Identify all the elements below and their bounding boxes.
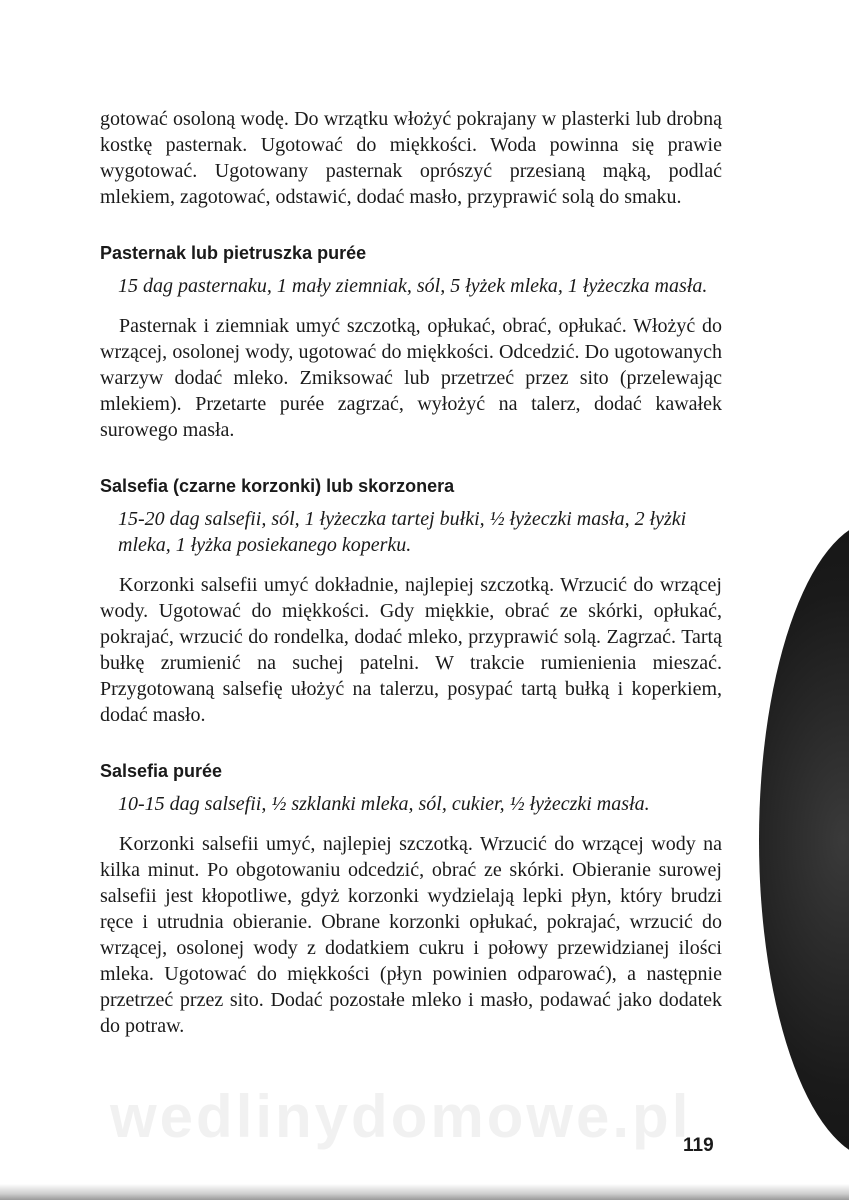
recipe-title: Pasternak lub pietruszka purée [100, 243, 367, 263]
recipe-instructions: Korzonki salsefii umyć dokładnie, najlepiej szczotką. Wrzucić do wrzącej wody. Ugotować do miękkości. Gdy miękkie, obrać ze skórki, opłukać, pokrajać, wrzucić do rondelka, dodać mleko, przyprawić solą. Zagrzać. Tartą bułkę zrumienić na suchej patelni. W trakcie rumienienia mieszać. Przygotowaną salsefię ułożyć na talerzu, posypać tartą bułką i koperkiem, dodać masło. [100, 574, 722, 726]
page-number: 119 [683, 1135, 714, 1156]
page-edge-shadow [759, 520, 849, 1160]
recipe-title: Salsefia (czarne korzonki) lub skorzonera [100, 476, 455, 496]
recipe-ingredients: 15 dag pasternaku, 1 mały ziemniak, sól, 5 łyżek mleka, 1 łyżeczka masła. [118, 275, 708, 297]
recipe-salsefia [100, 475, 722, 728]
recipe-pasternak-puree [100, 242, 722, 443]
recipe-salsefia-puree [100, 760, 722, 1039]
recipe-instructions: Pasternak i ziemniak umyć szczotką, opłukać, obrać, opłukać. Włożyć do wrzącej, osolonej wody, ugotować do miękkości. Odcedzić. Do ugotowanych warzyw dodać mleko. Zmiksować lub przetrzeć przez sito (przelewając mlekiem). Przetarte purée zagrzać, wyłożyć na talerz, dodać kawałek surowego masła. [100, 315, 722, 441]
page-bottom-edge [0, 1184, 849, 1200]
recipe-ingredients: 10-15 dag salsefii, ½ szklanki mleka, sól, cukier, ½ łyżeczki masła. [118, 793, 650, 815]
cookbook-page-text [100, 106, 722, 1039]
recipe-ingredients: 15-20 dag salsefii, sól, 1 łyżeczka tartej bułki, ½ łyżeczki masła, 2 łyżki mleka, 1 łyżka posiekanego koperku. [118, 508, 687, 556]
recipe-title: Salsefia purée [100, 761, 223, 781]
watermark: wedlinydomowe.pl [110, 1083, 692, 1150]
intro-paragraph: gotować osoloną wodę. Do wrzątku włożyć pokrajany w plasterki lub drobną kostkę pasternak. Ugotować do miękkości. Woda powinna się prawie wygotować. Ugotowany pasternak oprószyć przesianą mąką, podlać mlekiem, zagotować, odstawić, dodać masło, przyprawić solą do smaku. [100, 108, 722, 208]
recipe-instructions: Korzonki salsefii umyć, najlepiej szczotką. Wrzucić do wrzącej wody na kilka minut. Po obgotowaniu odcedzić, obrać ze skórki. Obieranie surowej salsefii jest kłopotliwe, gdyż korzonki wydzielają lepki płyn, który brudzi ręce i utrudnia obieranie. Obrane korzonki opłukać, pokrajać, wrzucić do wrzącej, osolonej wody z dodatkiem cukru i połowy przewidzianej ilości mleka. Ugotować do miękkości (płyn powinien odparować), a następnie przetrzeć przez sito. Dodać pozostałe mleko i masło, podawać jako dodatek do potraw. [100, 833, 722, 1037]
